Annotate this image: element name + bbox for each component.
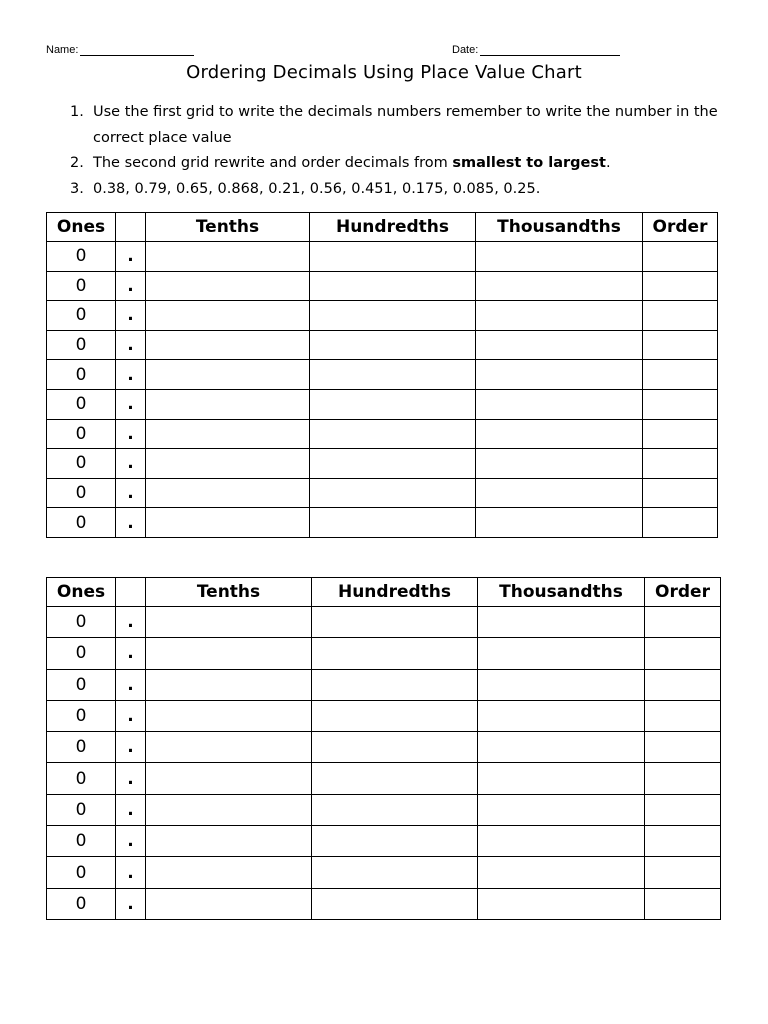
tenths-cell[interactable] bbox=[146, 826, 312, 857]
decimal-point-cell: . bbox=[116, 330, 146, 360]
grid-row bbox=[47, 242, 718, 272]
thousandths-cell[interactable] bbox=[478, 700, 645, 731]
hundredths-cell[interactable] bbox=[310, 271, 476, 301]
thousandths-cell[interactable] bbox=[478, 638, 645, 669]
ones-cell: 0 bbox=[47, 508, 116, 538]
tenths-cell[interactable] bbox=[146, 888, 312, 919]
thousandths-cell[interactable] bbox=[476, 301, 643, 331]
decimal-point-cell: . bbox=[116, 888, 146, 919]
hundredths-cell[interactable] bbox=[312, 732, 478, 763]
order-cell[interactable] bbox=[643, 449, 718, 479]
column-header-tenths: Tenths bbox=[146, 213, 310, 242]
column-header-decimal-point bbox=[116, 213, 146, 242]
column-header-order: Order bbox=[645, 578, 721, 607]
hundredths-cell[interactable] bbox=[312, 857, 478, 888]
thousandths-cell[interactable] bbox=[476, 508, 643, 538]
decimal-point-cell: . bbox=[116, 638, 146, 669]
tenths-cell[interactable] bbox=[146, 330, 310, 360]
grid-row bbox=[47, 271, 718, 301]
tenths-cell[interactable] bbox=[146, 389, 310, 419]
tenths-cell[interactable] bbox=[146, 607, 312, 638]
thousandths-cell[interactable] bbox=[476, 242, 643, 272]
column-header-decimal-point bbox=[116, 578, 146, 607]
date-field[interactable] bbox=[452, 44, 620, 56]
order-cell[interactable] bbox=[643, 389, 718, 419]
ones-cell: 0 bbox=[47, 857, 116, 888]
grid-row bbox=[47, 330, 718, 360]
grid-row bbox=[47, 826, 721, 857]
hundredths-cell[interactable] bbox=[312, 763, 478, 794]
ones-cell: 0 bbox=[47, 360, 116, 390]
column-header-ones: Ones bbox=[47, 213, 116, 242]
decimal-point-cell: . bbox=[116, 301, 146, 331]
order-cell[interactable] bbox=[643, 508, 718, 538]
order-cell[interactable] bbox=[645, 826, 721, 857]
tenths-cell[interactable] bbox=[146, 700, 312, 731]
decimal-point-cell: . bbox=[116, 732, 146, 763]
instruction-number: 2. bbox=[70, 155, 84, 171]
hundredths-cell[interactable] bbox=[312, 669, 478, 700]
decimal-point-cell: . bbox=[116, 271, 146, 301]
instruction-item bbox=[70, 151, 720, 177]
order-cell[interactable] bbox=[643, 271, 718, 301]
grid-row bbox=[47, 607, 721, 638]
ones-cell: 0 bbox=[47, 732, 116, 763]
ones-cell: 0 bbox=[47, 826, 116, 857]
grid-row bbox=[47, 301, 718, 331]
name-field[interactable] bbox=[46, 44, 194, 56]
grid-row bbox=[47, 888, 721, 919]
date-label: Date: bbox=[452, 44, 479, 56]
column-header-hundredths: Hundredths bbox=[310, 213, 476, 242]
tenths-cell[interactable] bbox=[146, 242, 310, 272]
instruction-emphasis: smallest to largest bbox=[452, 155, 606, 171]
instruction-text: The second grid rewrite and order decimals from bbox=[93, 155, 453, 171]
column-header-hundredths: Hundredths bbox=[312, 578, 478, 607]
decimal-point-cell: . bbox=[116, 478, 146, 508]
order-cell[interactable] bbox=[645, 700, 721, 731]
grid-row bbox=[47, 478, 718, 508]
ones-cell: 0 bbox=[47, 638, 116, 669]
order-cell[interactable] bbox=[643, 301, 718, 331]
order-cell[interactable] bbox=[645, 888, 721, 919]
order-cell[interactable] bbox=[643, 478, 718, 508]
hundredths-cell[interactable] bbox=[310, 242, 476, 272]
grid-row bbox=[47, 360, 718, 390]
hundredths-cell[interactable] bbox=[312, 638, 478, 669]
tenths-cell[interactable] bbox=[146, 301, 310, 331]
tenths-cell[interactable] bbox=[146, 271, 310, 301]
decimal-point-cell: . bbox=[116, 607, 146, 638]
thousandths-cell[interactable] bbox=[476, 360, 643, 390]
grid-row bbox=[47, 419, 718, 449]
hundredths-cell[interactable] bbox=[310, 330, 476, 360]
hundredths-cell[interactable] bbox=[310, 419, 476, 449]
thousandths-cell[interactable] bbox=[476, 478, 643, 508]
hundredths-cell[interactable] bbox=[310, 508, 476, 538]
ones-cell: 0 bbox=[47, 607, 116, 638]
thousandths-cell[interactable] bbox=[478, 607, 645, 638]
grid-header-row bbox=[47, 213, 718, 242]
decimal-point-cell: . bbox=[116, 449, 146, 479]
hundredths-cell[interactable] bbox=[312, 826, 478, 857]
ones-cell: 0 bbox=[47, 242, 116, 272]
page-title: Ordering Decimals Using Place Value Chart bbox=[186, 62, 582, 83]
tenths-cell[interactable] bbox=[146, 449, 310, 479]
ones-cell: 0 bbox=[47, 888, 116, 919]
tenths-cell[interactable] bbox=[146, 794, 312, 825]
place-value-grid-2 bbox=[46, 577, 721, 920]
tenths-cell[interactable] bbox=[146, 669, 312, 700]
grid-row bbox=[47, 732, 721, 763]
tenths-cell[interactable] bbox=[146, 763, 312, 794]
order-cell[interactable] bbox=[645, 763, 721, 794]
ones-cell: 0 bbox=[47, 478, 116, 508]
thousandths-cell[interactable] bbox=[478, 763, 645, 794]
tenths-cell[interactable] bbox=[146, 857, 312, 888]
thousandths-cell[interactable] bbox=[476, 419, 643, 449]
tenths-cell[interactable] bbox=[146, 508, 310, 538]
date-blank-line[interactable] bbox=[480, 45, 620, 56]
name-blank-line[interactable] bbox=[80, 45, 194, 56]
order-cell[interactable] bbox=[643, 330, 718, 360]
instruction-item bbox=[70, 177, 720, 203]
instructions-list bbox=[70, 100, 720, 202]
order-cell[interactable] bbox=[645, 669, 721, 700]
decimal-point-cell: . bbox=[116, 360, 146, 390]
decimal-point-cell: . bbox=[116, 763, 146, 794]
grid-row bbox=[47, 508, 718, 538]
order-cell[interactable] bbox=[645, 857, 721, 888]
tenths-cell[interactable] bbox=[146, 360, 310, 390]
ones-cell: 0 bbox=[47, 449, 116, 479]
decimal-point-cell: . bbox=[116, 242, 146, 272]
ones-cell: 0 bbox=[47, 301, 116, 331]
grid-row bbox=[47, 389, 718, 419]
tenths-cell[interactable] bbox=[146, 638, 312, 669]
ones-cell: 0 bbox=[47, 669, 116, 700]
column-header-order: Order bbox=[643, 213, 718, 242]
grid-row bbox=[47, 449, 718, 479]
grid-body bbox=[47, 607, 721, 920]
instruction-item bbox=[70, 100, 720, 151]
column-header-ones: Ones bbox=[47, 578, 116, 607]
column-header-thousandths: Thousandths bbox=[478, 578, 645, 607]
hundredths-cell[interactable] bbox=[312, 888, 478, 919]
tenths-cell[interactable] bbox=[146, 419, 310, 449]
order-cell[interactable] bbox=[645, 732, 721, 763]
place-value-grid-1 bbox=[46, 212, 718, 538]
hundredths-cell[interactable] bbox=[310, 389, 476, 419]
grid-row bbox=[47, 669, 721, 700]
thousandths-cell[interactable] bbox=[478, 826, 645, 857]
order-cell[interactable] bbox=[645, 794, 721, 825]
ones-cell: 0 bbox=[47, 794, 116, 825]
thousandths-cell[interactable] bbox=[478, 857, 645, 888]
instruction-number: 1. bbox=[70, 104, 84, 120]
decimal-point-cell: . bbox=[116, 389, 146, 419]
thousandths-cell[interactable] bbox=[478, 794, 645, 825]
grid-body bbox=[47, 242, 718, 538]
thousandths-cell[interactable] bbox=[478, 732, 645, 763]
order-cell[interactable] bbox=[643, 419, 718, 449]
decimal-point-cell: . bbox=[116, 857, 146, 888]
ones-cell: 0 bbox=[47, 330, 116, 360]
decimal-point-cell: . bbox=[116, 700, 146, 731]
hundredths-cell[interactable] bbox=[312, 794, 478, 825]
order-cell[interactable] bbox=[645, 607, 721, 638]
ones-cell: 0 bbox=[47, 389, 116, 419]
ones-cell: 0 bbox=[47, 700, 116, 731]
hundredths-cell[interactable] bbox=[310, 449, 476, 479]
decimal-point-cell: . bbox=[116, 508, 146, 538]
decimal-list: 0.38, 0.79, 0.65, 0.868, 0.21, 0.56, 0.451, 0.175, 0.085, 0.25. bbox=[93, 180, 541, 197]
thousandths-cell[interactable] bbox=[478, 888, 645, 919]
column-header-thousandths: Thousandths bbox=[476, 213, 643, 242]
thousandths-cell[interactable] bbox=[476, 271, 643, 301]
instruction-text: Use the first grid to write the decimals numbers remember to write the number in the correct place value bbox=[93, 104, 718, 146]
order-cell[interactable] bbox=[643, 242, 718, 272]
tenths-cell[interactable] bbox=[146, 478, 310, 508]
ones-cell: 0 bbox=[47, 271, 116, 301]
hundredths-cell[interactable] bbox=[312, 700, 478, 731]
thousandths-cell[interactable] bbox=[476, 449, 643, 479]
hundredths-cell[interactable] bbox=[310, 301, 476, 331]
decimal-point-cell: . bbox=[116, 794, 146, 825]
tenths-cell[interactable] bbox=[146, 732, 312, 763]
grid-header-row bbox=[47, 578, 721, 607]
column-header-tenths: Tenths bbox=[146, 578, 312, 607]
hundredths-cell[interactable] bbox=[310, 360, 476, 390]
grid-row bbox=[47, 857, 721, 888]
order-cell[interactable] bbox=[645, 638, 721, 669]
ones-cell: 0 bbox=[47, 419, 116, 449]
order-cell[interactable] bbox=[643, 360, 718, 390]
hundredths-cell[interactable] bbox=[310, 478, 476, 508]
decimal-point-cell: . bbox=[116, 826, 146, 857]
grid-row bbox=[47, 700, 721, 731]
hundredths-cell[interactable] bbox=[312, 607, 478, 638]
grid-row bbox=[47, 794, 721, 825]
instruction-number: 3. bbox=[70, 180, 84, 197]
instruction-text-end: . bbox=[605, 155, 611, 171]
thousandths-cell[interactable] bbox=[478, 669, 645, 700]
ones-cell: 0 bbox=[47, 763, 116, 794]
decimal-point-cell: . bbox=[116, 419, 146, 449]
grid-row bbox=[47, 763, 721, 794]
decimal-point-cell: . bbox=[116, 669, 146, 700]
grid-row bbox=[47, 638, 721, 669]
thousandths-cell[interactable] bbox=[476, 389, 643, 419]
name-label: Name: bbox=[46, 44, 79, 56]
thousandths-cell[interactable] bbox=[476, 330, 643, 360]
